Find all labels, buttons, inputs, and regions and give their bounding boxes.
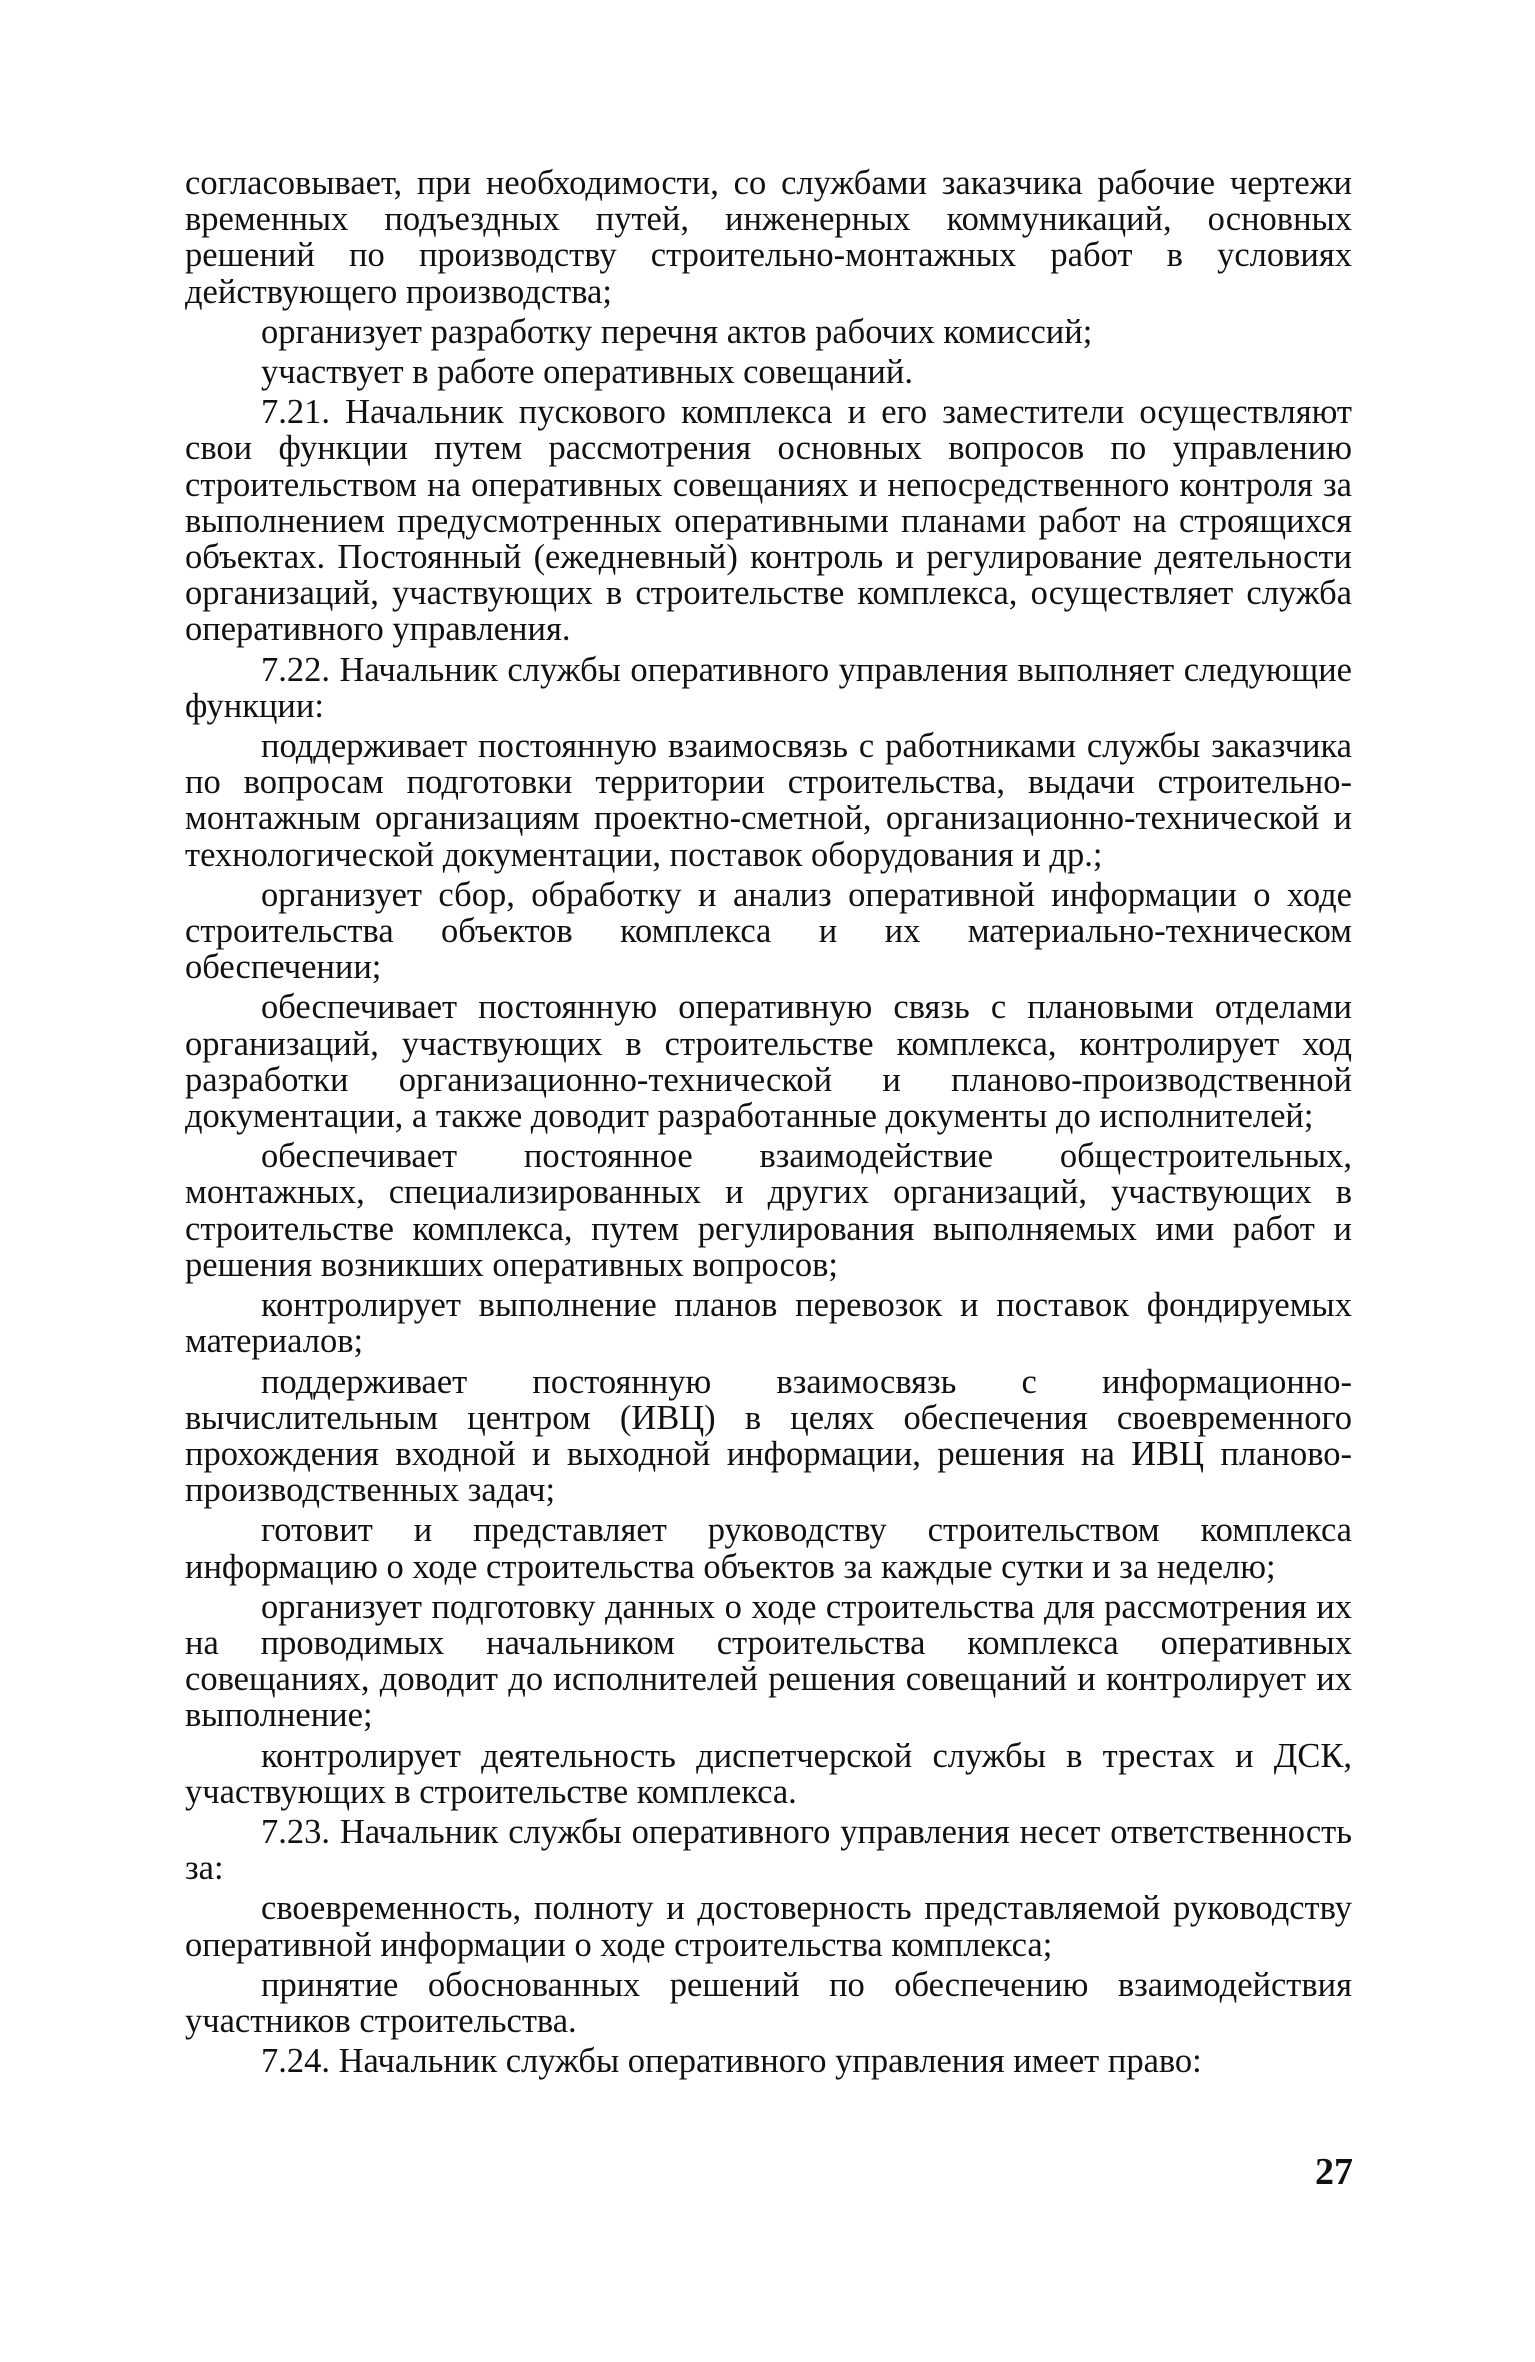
paragraph-1: согласовывает, при необходимости, со службами заказчика рабочие чертежи временных подъездных путей, инженерных коммуникаций, основных решений по производству строительно-монтажных работ в условиях действующего производства; <box>185 164 1352 311</box>
paragraph-11: поддерживает постоянную взаимосвязь с информационно-вычислительным центром (ИВЦ) в целях обеспечения своевременного прохождения входной и выходной информации, решения на ИВЦ планово-производственных задач; <box>185 1362 1352 1510</box>
paragraph-7: организует сбор, обработку и анализ оперативной информации о ходе строительства объектов комплекса и их материально-техническом обеспечении; <box>185 875 1352 987</box>
paragraph-18: 7.24. Начальник службы оперативного управления имеет право: <box>261 2042 1202 2081</box>
paragraph-2: организует разработку перечня актов рабочих комиссий; <box>261 312 1093 351</box>
paragraph-4: 7.21. Начальник пускового комплекса и его заместители осуществляют свои функции путем рассмотрения основных вопросов по управлению строительством на оперативных совещаниях и непосредственного контроля за выполнением предусмотренных оперативными планами работ на строящихся объектах. Постоянный (ежедневный) контроль и регулирование деятельности организаций, участвующих в строительстве комплекса, осуществляет служба оперативного управления. <box>185 393 1352 649</box>
page-number: 27 <box>1315 2151 1353 2193</box>
paragraph-5: 7.22. Начальник службы оперативного управления выполняет следующие функции: <box>185 650 1352 725</box>
paragraph-3: участвует в работе оперативных совещаний. <box>261 353 913 392</box>
paragraph-6: поддерживает постоянную взаимосвязь с работниками службы заказчика по вопросам подготовки территории строительства, выдачи строительно-монтажным организациям проектно-сметной, организационно-технической и технологической документации, поставок оборудования и др.; <box>185 727 1352 874</box>
paragraph-9: обеспечивает постоянное взаимодействие общестроительных, монтажных, специализированных и других организаций, участвующих в строительстве комплекса, путем регулирования выполняемых ими работ и решения возникших оперативных вопросов; <box>185 1137 1352 1284</box>
paragraph-10: контролирует выполнение планов перевозок и поставок фондируемых материалов; <box>185 1286 1352 1361</box>
document-body <box>185 165 1352 2083</box>
paragraph-14: контролирует деятельность диспетчерской службы в трестах и ДСК, участвующих в строительстве комплекса. <box>185 1736 1352 1811</box>
paragraph-12: готовит и представляет руководству строительством комплекса информацию о ходе строительства объектов за каждые сутки и за неделю; <box>185 1511 1352 1586</box>
paragraph-17: принятие обоснованных решений по обеспечению взаимодействия участников строительства. <box>185 1965 1352 2040</box>
paragraph-15: 7.23. Начальник службы оперативного управления несет ответственность за: <box>185 1812 1352 1888</box>
paragraph-16: своевременность, полноту и достоверность представляемой руководству оперативной информации о ходе строительства комплекса; <box>185 1889 1352 1964</box>
paragraph-8: обеспечивает постоянную оперативную связь с плановыми отделами организаций, участвующих в строительстве комплекса, контролирует ход разработки организационно-технической и планово-производственной документации, а также доводит разработанные документы до исполнителей; <box>185 988 1352 1136</box>
paragraph-13: организует подготовку данных о ходе строительства для рассмотрения их на проводимых начальником строительства комплекса оперативных совещаниях, доводит до исполнителей решения совещаний и контролирует их выполнение; <box>185 1587 1352 1735</box>
